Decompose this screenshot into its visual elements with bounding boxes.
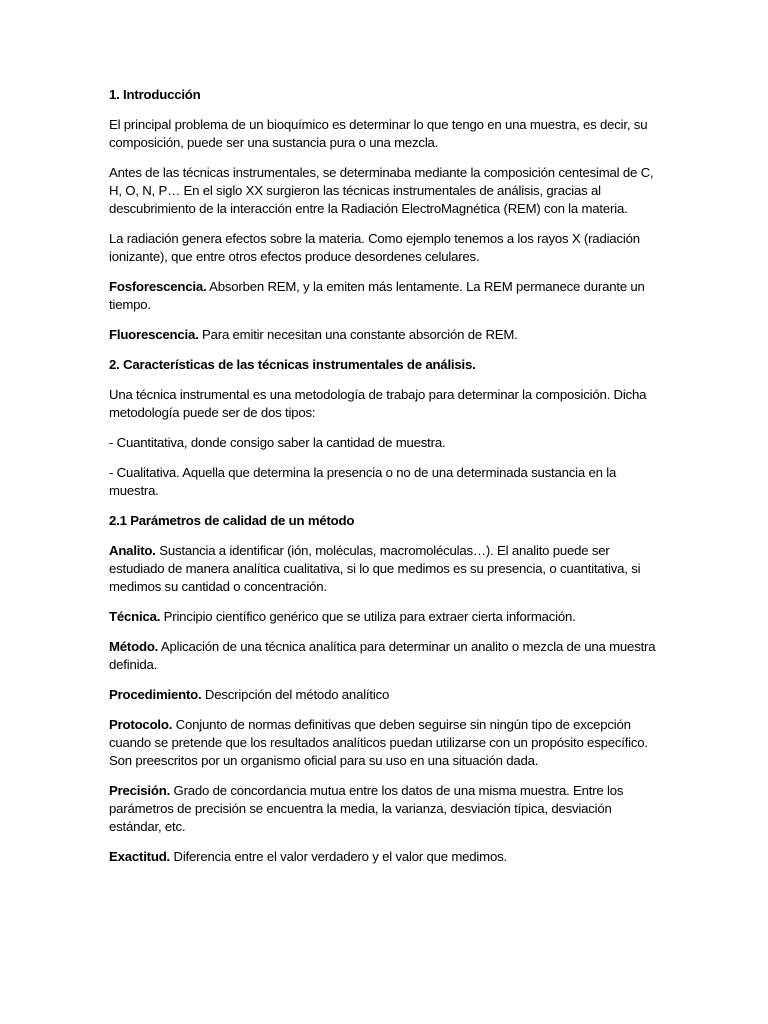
definition-precision [109,782,656,836]
list-item-cuantitativa: - Cuantitativa, donde consigo saber la cantidad de muestra. [109,435,446,450]
definition-text: Descripción del método analítico [201,687,390,702]
definition-term: Protocolo. [109,717,173,732]
definition-term: Fluorescencia. [109,327,199,342]
definition-exactitud [109,848,656,866]
definition-text: Sustancia a identificar (ión, moléculas, macromoléculas…). El analito puede ser estudiado de manera analítica cualitativa, si lo que medimos es su presencia, o cuantitativa, si medimos su cantidad o concentración. [109,543,641,594]
definition-analito [109,542,656,596]
section-heading-parametros: 2.1 Parámetros de calidad de un método [109,513,355,528]
definition-text: Absorben REM, y la emiten más lentamente. La REM permanece durante un tiempo. [109,279,645,312]
paragraph-tecnica-instrumental: Una técnica instrumental es una metodología de trabajo para determinar la composición. Dicha metodología puede ser de dos tipos: [109,387,647,420]
paragraph-tecnicas-instrumentales: Antes de las técnicas instrumentales, se determinaba mediante la composición centesimal de C, H, O, N, P… En el siglo XX surgieron las técnicas instrumentales de análisis, gracias al descubrimiento de la interacción entre la Radiación ElectroMagnética (REM) con la materia. [109,165,654,216]
definition-text: Grado de concordancia mutua entre los datos de una misma muestra. Entre los parámetros de precisión se encuentra la media, la varianza, desviación típica, desviación estándar, etc. [109,783,624,834]
section-heading-introduccion: 1. Introducción [109,87,201,102]
section-heading-caracteristicas: 2. Características de las técnicas instrumentales de análisis. [109,357,476,372]
list-item-cualitativa: - Cualitativa. Aquella que determina la presencia o no de una determinada sustancia en la muestra. [109,465,617,498]
definition-protocolo [109,716,656,770]
definition-term: Exactitud. [109,849,171,864]
paragraph-problema-bioquimico: El principal problema de un bioquímico es determinar lo que tengo en una muestra, es decir, su composición, puede ser una sustancia pura o una mezcla. [109,117,648,150]
definition-term: Técnica. [109,609,161,624]
definition-text: Conjunto de normas definitivas que deben seguirse sin ningún tipo de excepción cuando se pretende que los resultados analíticos puedan utilizarse con un propósito específico. Son preescritos por un organismo oficial para su uso en una situación dada. [109,717,648,768]
definition-fluorescencia [109,326,656,344]
paragraph-radiacion: La radiación genera efectos sobre la materia. Como ejemplo tenemos a los rayos X (radiación ionizante), que entre otros efectos produce desordenes celulares. [109,231,640,264]
definition-text: Para emitir necesitan una constante absorción de REM. [198,327,518,342]
definition-fosforescencia [109,278,656,314]
definition-tecnica [109,608,656,626]
definition-text: Principio científico genérico que se utiliza para extraer cierta información. [160,609,576,624]
definition-text: Diferencia entre el valor verdadero y el valor que medimos. [170,849,507,864]
definition-term: Analito. [109,543,156,558]
definition-metodo [109,638,656,674]
definition-procedimiento [109,686,656,704]
definition-text: Aplicación de una técnica analítica para determinar un analito o mezcla de una muestra definida. [109,639,656,672]
definition-term: Precisión. [109,783,171,798]
definition-term: Procedimiento. [109,687,202,702]
definition-term: Fosforescencia. [109,279,207,294]
definition-term: Método. [109,639,159,654]
